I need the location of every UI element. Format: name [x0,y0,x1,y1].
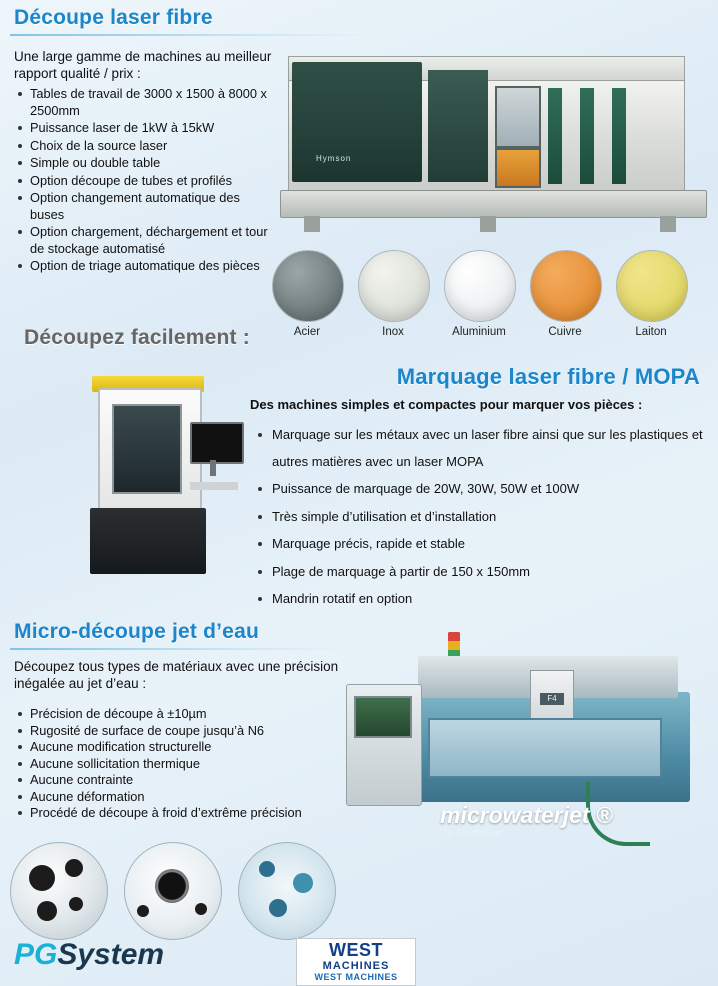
cnc-screen [354,696,412,738]
signal-amber-icon [448,641,460,650]
material-disc [358,250,430,322]
machine-control-panel [495,148,541,188]
material-disc [272,250,344,322]
material-label: Cuivre [548,326,582,338]
partner-logo-line3: WEST MACHINES [314,972,398,982]
head-panel-label: F4 [540,693,564,705]
materials-title: Découpez facilement : [24,326,250,349]
materials-swatches [272,250,708,350]
machine-monitor [190,422,244,464]
material-swatch [530,250,600,338]
list-item: Très simple d’utilisation et d’installation [250,504,705,531]
water-tank [428,718,662,778]
waterjet-machine-image [340,632,710,862]
material-label: Laiton [635,326,667,338]
machine-brand-label: Hymson [316,154,352,163]
machine-logo: microwaterjet ® [440,802,613,828]
sample-parts-images [6,842,346,942]
sample-disc [10,842,108,940]
partner-logo-line2: MACHINES [322,960,390,972]
machine-door-window [112,404,182,494]
list-item: Procédé de découpe à froid d’extrême précision [14,805,354,821]
sample-disc [124,842,222,940]
machine-green-panel-1 [548,88,562,184]
laser-text-block [14,48,272,276]
machine-base [90,508,206,574]
signal-red-icon [448,632,460,641]
list-item: Option changement automatique des buses [14,190,272,223]
section-waterjet [0,620,718,986]
material-swatch [616,250,686,338]
title-divider [10,648,340,650]
list-item: Rugosité de surface de coupe jusqu’à N6 [14,723,354,739]
list-item: Marquage sur les métaux avec un laser fibre ainsi que sur les plastiques et autres matières avec un laser MOPA [250,422,705,475]
list-item: Plage de marquage à partir de 150 x 150mm [250,559,705,586]
list-item: Aucune déformation [14,789,354,805]
waterjet-lead: Découpez tous types de matériaux avec une précision inégalée au jet d’eau : [14,659,339,691]
partner-logo [296,938,416,986]
machine-rail [280,190,707,218]
marking-machine-image [40,370,240,590]
machine-logo-sub: by Daetwyler [444,828,502,839]
section-laser-title: Découpe laser fibre [14,6,213,29]
list-item: Précision de découpe à ±10µm [14,706,354,722]
marking-bullet-list [250,422,705,614]
waterjet-bullet-list [14,706,354,822]
company-logo [14,938,164,972]
monitor-stand [210,460,216,476]
machine-green-panel-3 [612,88,626,184]
list-item: Mandrin rotatif en option [250,586,705,613]
sample-disc [238,842,336,940]
section-waterjet-title: Micro-découpe jet d’eau [14,620,259,643]
machine-leg [304,216,320,232]
laser-lead: Une large gamme de machines au meilleur rapport qualité / prix : [14,49,272,81]
laser-machine-image [280,40,705,240]
partner-logo-line1: WEST [329,940,383,960]
material-disc [530,250,602,322]
marking-lead: Des machines simples et compactes pour marquer vos pièces : [250,397,643,412]
list-item: Simple ou double table [14,155,272,172]
list-item: Option chargement, déchargement et tour de stockage automatisé [14,224,272,257]
material-swatch [358,250,428,338]
company-logo-main: System [57,938,165,971]
machine-enclosure-mid [428,70,488,182]
machine-window [495,86,541,148]
section-marking-title: Marquage laser fibre / MOPA [396,364,700,389]
material-disc [444,250,516,322]
material-swatch [444,250,514,338]
list-item: Aucune modification structurelle [14,739,354,755]
machine-leg [480,216,496,232]
material-label: Aluminium [452,326,506,338]
material-swatch [272,250,342,338]
list-item: Choix de la source laser [14,138,272,155]
material-label: Inox [382,326,404,338]
machine-keyboard [190,482,238,490]
list-item: Option découpe de tubes et profilés [14,173,272,190]
list-item: Aucune contrainte [14,772,354,788]
material-label: Acier [293,326,321,338]
material-disc [616,250,688,322]
list-item: Puissance laser de 1kW à 15kW [14,120,272,137]
list-item: Marquage précis, rapide et stable [250,531,705,558]
list-item: Option de triage automatique des pièces [14,258,272,275]
machine-leg [660,216,676,232]
machine-green-panel-2 [580,88,594,184]
section-laser-cutting [0,0,718,352]
list-item: Puissance de marquage de 20W, 30W, 50W et 100W [250,476,705,503]
machine-enclosure-left [292,62,422,182]
title-divider [10,34,370,36]
list-item: Tables de travail de 3000 x 1500 à 8000 x 2500mm [14,86,272,119]
list-item: Aucune sollicitation thermique [14,756,354,772]
company-logo-prefix: PG [14,938,58,971]
laser-bullet-list [14,86,272,275]
section-laser-marking [0,360,718,620]
